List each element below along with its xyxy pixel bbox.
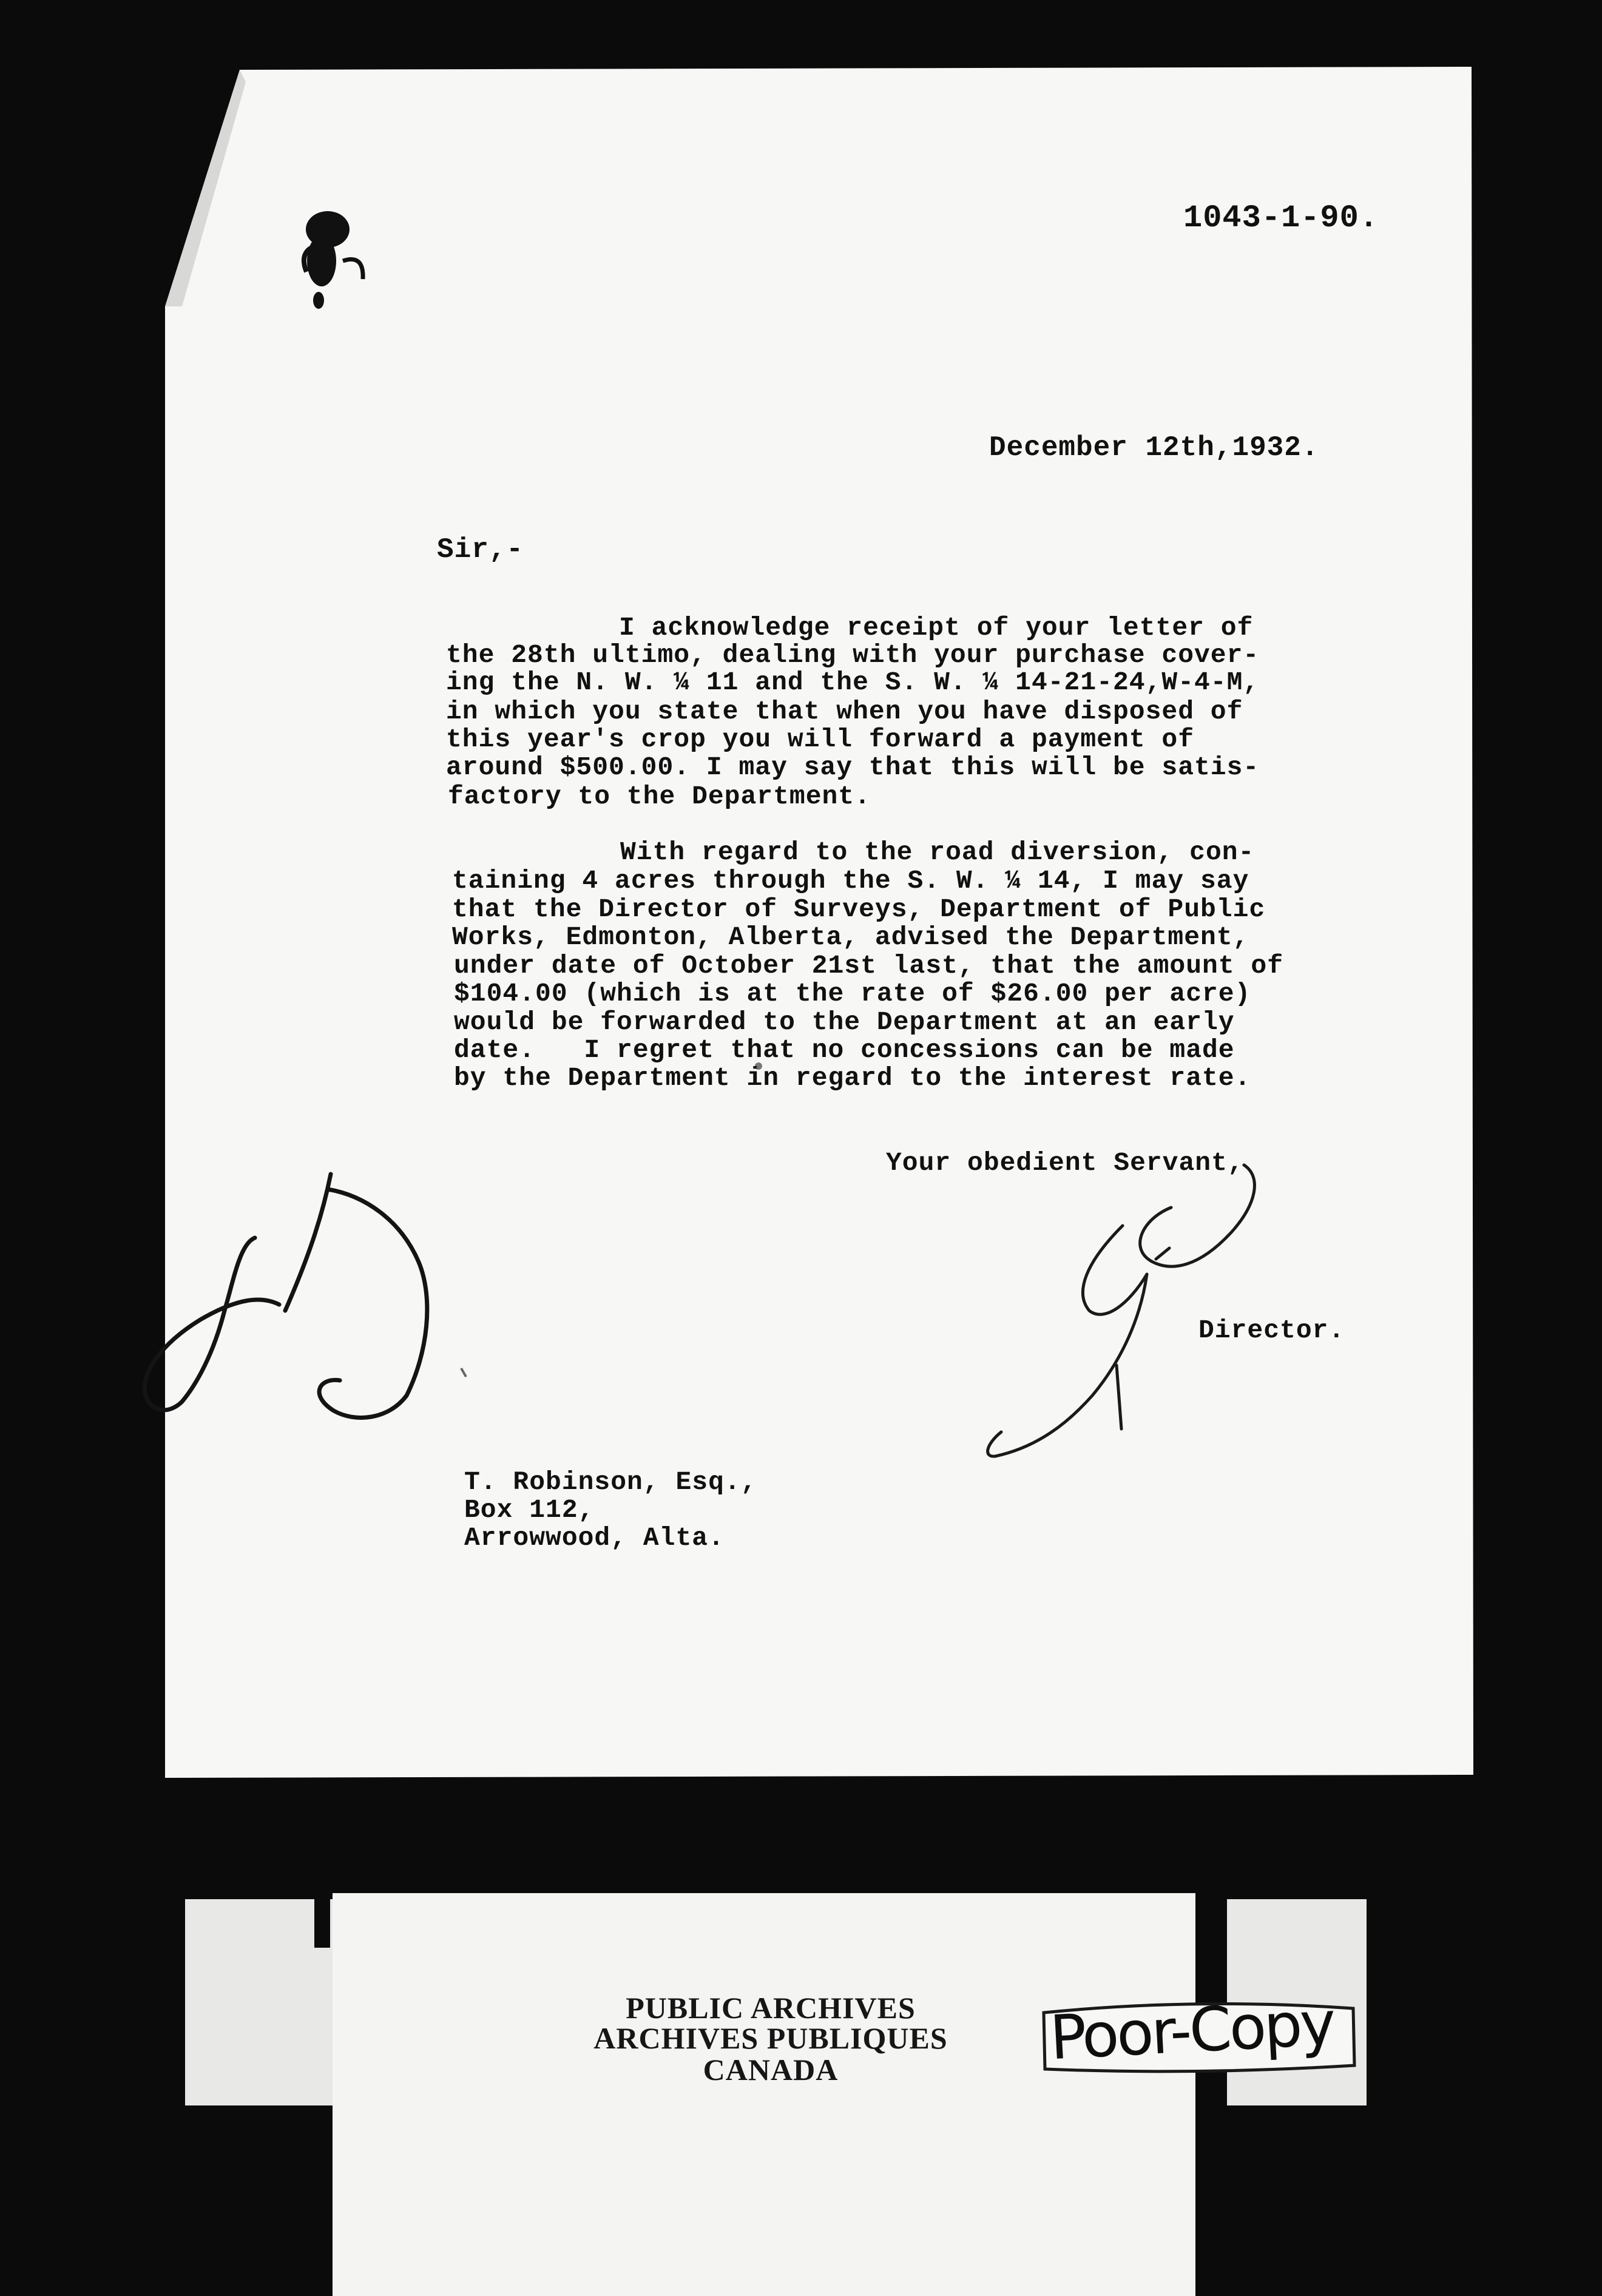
signatory-title: Director. xyxy=(1198,1315,1345,1345)
paragraph-line: $104.00 (which is at the rate of $26.00 per acre) xyxy=(454,979,1251,1008)
archives-label-card xyxy=(333,1893,1195,2296)
paragraph-line: Works, Edmonton, Alberta, advised the Department, xyxy=(452,922,1249,952)
addressee-town: Arrowwood, Alta. xyxy=(464,1523,725,1553)
paragraph-line: I acknowledge receipt of your letter of xyxy=(619,613,1254,643)
archives-stamp-line-2: ARCHIVES PUBLIQUES xyxy=(593,2021,948,2055)
salutation: Sir,- xyxy=(437,534,524,566)
addressee-name: T. Robinson, Esq., xyxy=(464,1467,757,1497)
card-notch-right xyxy=(1208,1893,1223,1948)
paragraph-line: this year's crop you will forward a payment of xyxy=(446,724,1194,754)
paragraph-line: around $500.00. I may say that this will be satis- xyxy=(446,752,1260,782)
closing: Your obedient Servant, xyxy=(886,1148,1244,1178)
paragraph-line: factory to the Department. xyxy=(448,782,871,811)
letter-date: December 12th,1932. xyxy=(989,432,1319,464)
paragraph-line: ing the N. W. ¼ 11 and the S. W. ¼ 14-21-24,W-4-M, xyxy=(446,667,1260,697)
poor-copy-handwritten-note: Poor-Copy xyxy=(1048,1987,1336,2074)
paragraph-line: by the Department in regard to the interest rate. xyxy=(454,1063,1251,1093)
paragraph-line: date. I regret that no concessions can be made xyxy=(454,1035,1235,1065)
archives-stamp-line-3: CANADA xyxy=(703,2053,839,2087)
addressee-box: Box 112, xyxy=(464,1495,595,1525)
paragraph-line: taining 4 acres through the S. W. ¼ 14, I may say xyxy=(452,866,1249,896)
paragraph-line: the 28th ultimo, dealing with your purchase cover- xyxy=(446,640,1260,670)
card-notch-left xyxy=(314,1893,330,1948)
archives-stamp-line-1: PUBLIC ARCHIVES xyxy=(626,1991,916,2025)
paragraph-line: under date of October 21st last, that the amount of xyxy=(454,951,1284,981)
paragraph-line: in which you state that when you have disposed of xyxy=(446,697,1243,726)
paragraph-line: that the Director of Surveys, Department of Public xyxy=(452,894,1266,924)
paragraph-line: would be forwarded to the Department at an early xyxy=(454,1007,1235,1037)
file-reference-number: 1043-1-90. xyxy=(1183,200,1379,236)
paragraph-line: With regard to the road diversion, con- xyxy=(620,837,1255,867)
